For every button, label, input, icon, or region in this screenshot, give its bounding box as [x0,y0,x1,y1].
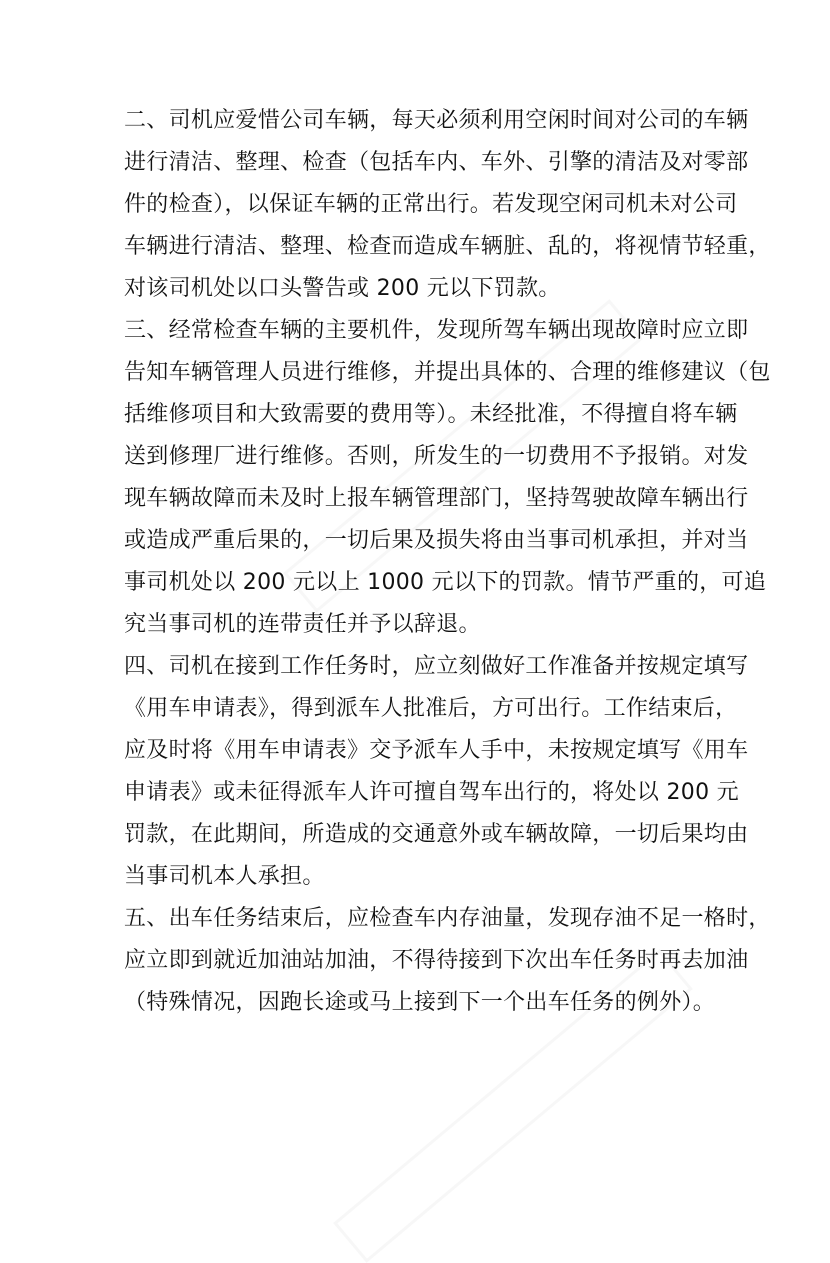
text-line: 进行清洁、整理、检查（包括车内、车外、引擎的清洁及对零部 [124,150,749,175]
text-line: 括维修项目和大致需要的费用等）。未经批准，不得擅自将车辆 [124,402,738,427]
text-line: 申请表》或未征得派车人许可擅自驾车出行的，将处以 200 元 [124,780,739,805]
document-body [124,100,771,1024]
text-line: 事司机处以 200 元以上 1000 元以下的罚款。情节严重的，可追 [124,570,767,595]
text-line: 五、出车任务结束后，应检查车内存油量，发现存油不足一格时， [124,906,771,931]
text-line: 当事司机本人承担。 [124,864,325,889]
paragraph-5 [124,898,771,1024]
text-line: 应及时将《用车申请表》交予派车人手中，未按规定填写《用车 [124,738,749,763]
text-line: 或造成严重后果的，一切后果及损失将由当事司机承担，并对当 [124,528,749,553]
text-line: 现车辆故障而未及时上报车辆管理部门，坚持驾驶故障车辆出行 [124,486,749,511]
text-line: 究当事司机的连带责任并予以辞退。 [124,612,481,637]
paragraph-4 [124,646,749,898]
text-line: 《用车申请表》，得到派车人批准后，方可出行。工作结束后， [124,696,738,721]
text-line: 送到修理厂进行维修。否则，所发生的一切费用不予报销。对发 [124,444,749,469]
text-line: 告知车辆管理人员进行维修，并提出具体的、合理的维修建议（包 [124,360,771,385]
text-line: 应立即到就近加油站加油，不得待接到下次出车任务时再去加油 [124,948,749,973]
text-line: 罚款，在此期间，所造成的交通意外或车辆故障，一切后果均由 [124,822,749,847]
text-line: 对该司机处以口头警告或 200 元以下罚款。 [124,276,561,301]
paragraph-3 [124,310,771,646]
text-line: 二、司机应爱惜公司车辆，每天必须利用空闲时间对公司的车辆 [124,108,749,133]
text-line: 件的检查），以保证车辆的正常出行。若发现空闲司机未对公司 [124,192,738,217]
text-line: （特殊情况，因跑长途或马上接到下一个出车任务的例外）。 [124,990,716,1015]
paragraph-2 [124,100,771,310]
text-line: 四、司机在接到工作任务时，应立刻做好工作准备并按规定填写 [124,654,749,679]
text-line: 三、经常检查车辆的主要机件，发现所驾车辆出现故障时应立即 [124,318,749,343]
text-line: 车辆进行清洁、整理、检查而造成车辆脏、乱的，将视情节轻重， [124,234,771,259]
